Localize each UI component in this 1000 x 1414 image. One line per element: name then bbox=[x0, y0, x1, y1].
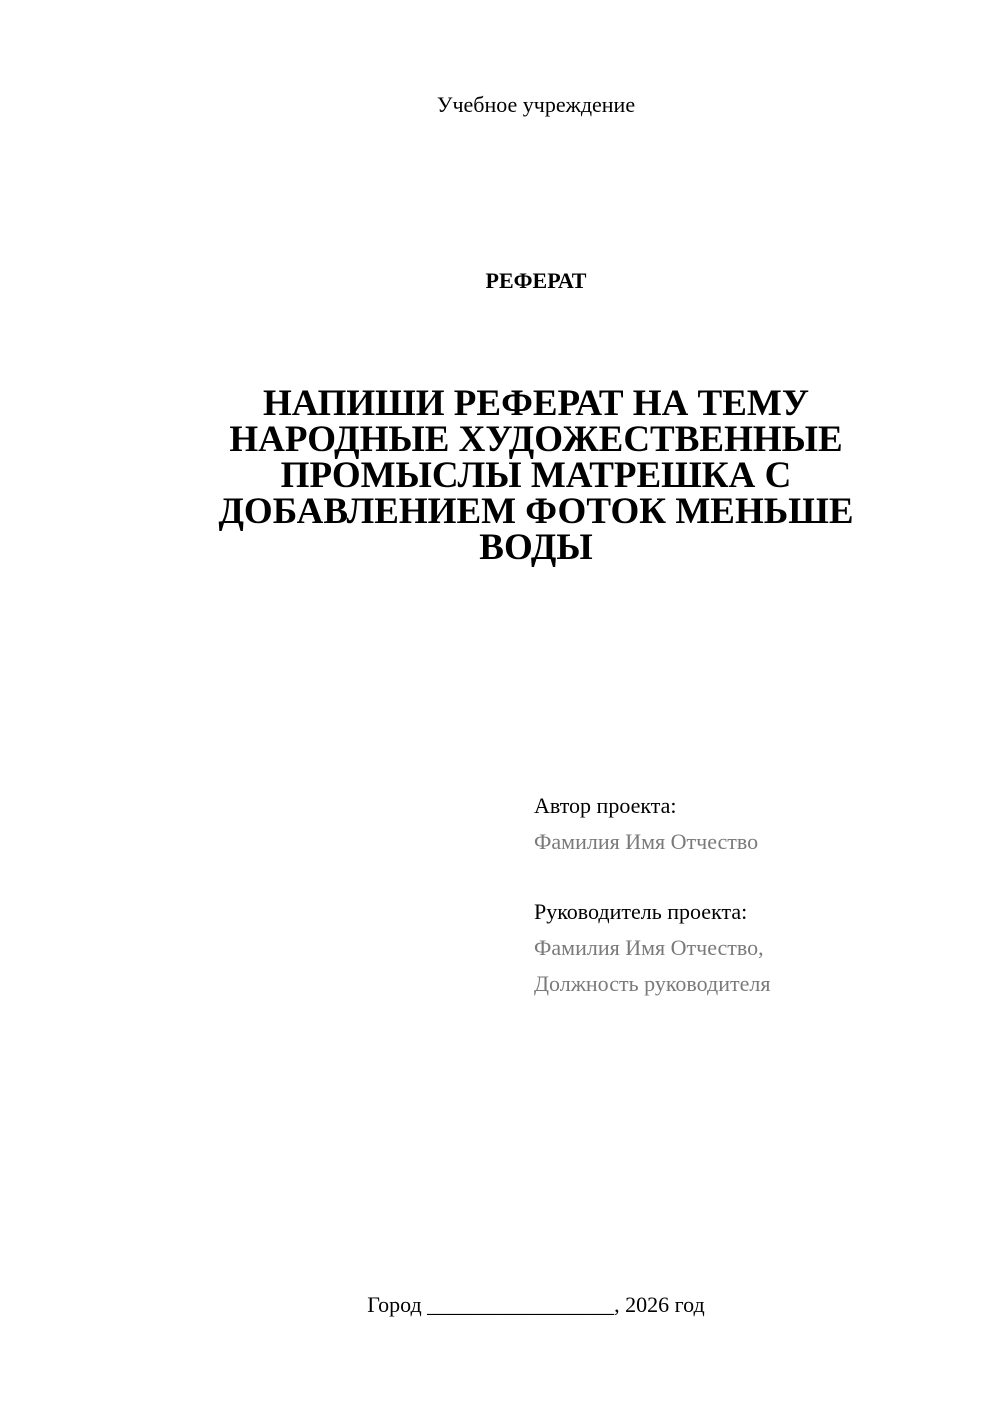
supervisor-label: Руководитель проекта: bbox=[534, 899, 748, 924]
author-label: Автор проекта: bbox=[534, 793, 677, 818]
project-info-block bbox=[534, 788, 974, 1002]
title-line: ДОБАВЛЕНИЕМ ФОТОК МЕНЬШЕ bbox=[218, 491, 854, 532]
author-name: Фамилия Имя Отчество bbox=[534, 829, 759, 854]
title-line: ПРОМЫСЛЫ МАТРЕШКА С bbox=[280, 455, 792, 496]
title-line: ВОДЫ bbox=[479, 527, 593, 568]
supervisor-name: Фамилия Имя Отчество, bbox=[534, 935, 764, 960]
city-year-footer: Город _________________, 2026 год bbox=[367, 1292, 705, 1317]
institution-name: Учебное учреждение bbox=[436, 92, 636, 117]
supervisor-position: Должность руководителя bbox=[534, 971, 771, 996]
document-title bbox=[186, 383, 886, 568]
title-line: НАРОДНЫЕ ХУДОЖЕСТВЕННЫЕ bbox=[229, 419, 843, 460]
title-line: НАПИШИ РЕФЕРАТ НА ТЕМУ bbox=[263, 383, 809, 424]
document-type-heading: РЕФЕРАТ bbox=[485, 268, 587, 293]
spacer bbox=[534, 860, 974, 894]
